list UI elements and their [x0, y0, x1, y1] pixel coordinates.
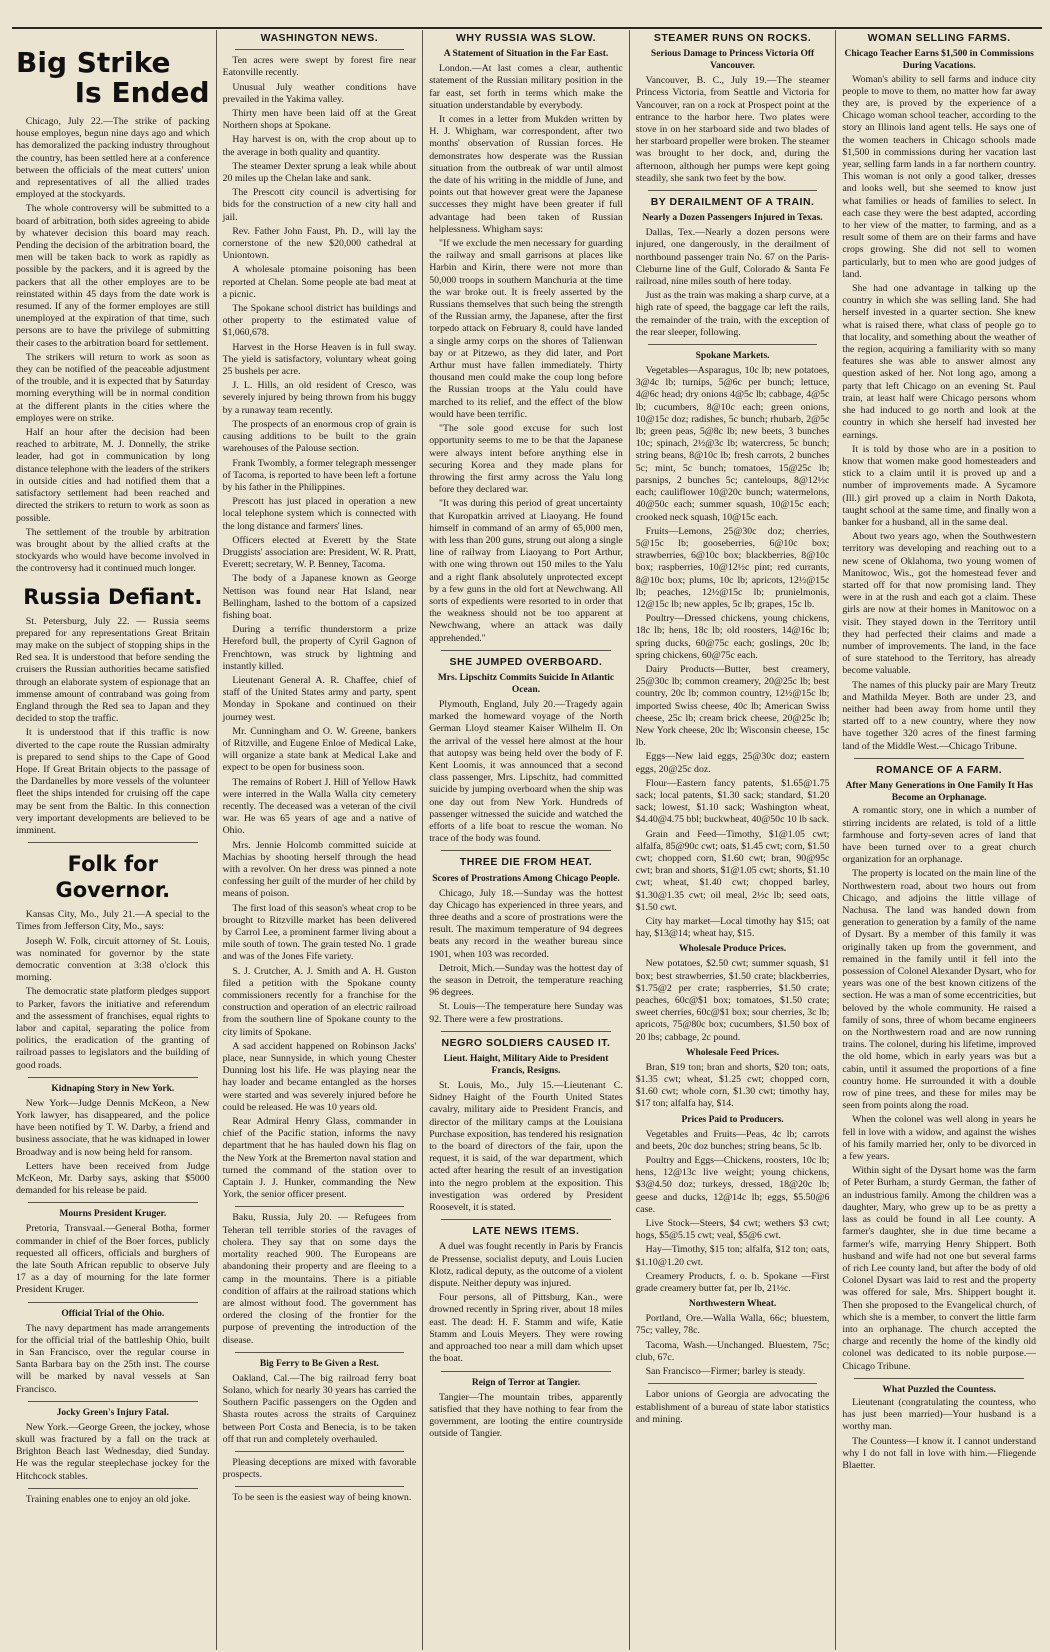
- article-paragraph: Lieutenant (congratulating the countess, who has just been married)—Your husband is a worthy man.: [842, 1396, 1036, 1433]
- article-paragraph: Training enables one to enjoy an old joke.: [25, 1493, 191, 1505]
- article-paragraph: The democratic state platform pledges support to Parker, favors the initiative and referendum and the assessment of franchises, equal rights to labor and capital, separating the police from politics, the eradication of the granting of railroad passes to legislators and the building of good roads.: [16, 986, 210, 1071]
- article-subheadline: Big Ferry to Be Given a Rest.: [259, 1358, 379, 1369]
- article-subheadline: Mourns President Kruger.: [59, 1209, 167, 1220]
- section-divider: [648, 190, 818, 191]
- article-paragraph: The Countess—I know it. I cannot understand why I do not fall in love with him.—Fliegende Blaetter.: [842, 1435, 1036, 1471]
- article-subheadline: Serious Damage to Princess Victoria Off Vancouver.: [650, 49, 815, 72]
- article-subheadline: What Puzzled the Countess.: [882, 1384, 996, 1395]
- article-paragraph: The remains of Robert J. Hill of Yellow Hawk were interred in the Walla Walla city cemetery recently. The deceased was a veteran of the civil war. He was 65 years of age and a native of Ohio.: [222, 776, 417, 837]
- article-headline: THREE DIE FROM HEAT.: [459, 856, 593, 869]
- section-divider: [648, 1383, 818, 1384]
- article-subheadline: After Many Generations in One Family It Has Become an Orphanage.: [845, 780, 1033, 804]
- article-paragraph: Unusual July weather conditions have prevailed in the Yakima valley.: [222, 81, 417, 105]
- section-divider: [235, 49, 405, 50]
- section-divider: [28, 1401, 198, 1402]
- article-paragraph: "It was during this period of great uncertainty that Kuropatkin arrived at Liaoyang. He found himself in command of an army of 65,000 men, with less than 200 guns, strung out along a single line of railway from Liaoyang to Port Arthur, with one wing thrown out 150 miles to the Yalu and a right flank absolutely unprotected except by a few guns in the old fort at Newchwang. All sorts of expedients were resorted to in order that the weakness should not be too apparent at Newchwang, where an attack was daily apprehended.": [429, 498, 623, 644]
- section-divider: [28, 1488, 198, 1489]
- article-subheadline: Scores of Prostrations Among Chicago People.: [432, 873, 620, 884]
- article-paragraph: Prescott has just placed in operation a new local telephone system which is connected with the long distance and farmers' lines.: [222, 496, 417, 532]
- article-paragraph: Rev. Father John Faust, Ph. D., will lay the cornerstone of the new $20,000 cathedral at Uniontown.: [222, 225, 417, 262]
- article-paragraph: Joseph W. Folk, circuit attorney of St. Louis, was nominated for governor by the state democratic convention at 3:38 o'clock this morning.: [16, 935, 210, 984]
- article-paragraph: About two years ago, when the Southwestern territory was developing and reaching out to a new scene of Oklahoma, two young women of Manitowoc, Wis., got the homestead fever and started off for that now promising land. They were in at the rush and each got a claim. These girls are now at their homes in Manitowoc on a visit. They stayed down in the Territory until they had perfected their claims and made a number of improvements. The land, in the face of sure statehood to the Territory, has already become valuable.: [842, 531, 1036, 677]
- article-paragraph: Pleasing deceptions are mixed with favorable prospects.: [222, 1456, 417, 1481]
- columns-container: [12, 30, 1042, 1650]
- article-subheadline: Northwestern Wheat.: [688, 1299, 777, 1310]
- article-subheadline: Lieut. Haight, Military Aide to President Francis, Resigns.: [443, 1054, 609, 1077]
- article-subheadline: Wholesale Produce Prices.: [678, 944, 787, 955]
- article-paragraph: Bran, $19 ton; bran and shorts, $20 ton; oats, $1.35 cwt; wheat, $1.25 cwt; chopped corn, $1.60 cwt; whole corn, $1.30 cwt; timothy hay, $17 ton; alfalfa hay, $14.: [635, 1061, 830, 1110]
- article-paragraph: J. L. Hills, an old resident of Cresco, was severely injured by being thrown from his buggy by a runaway team recently.: [222, 380, 417, 416]
- section-divider: [648, 344, 818, 345]
- article-paragraph: Pretoria, Transvaal.—General Botha, former commander in chief of the Boer forces, publicly requested all officers, officials and burghers of the late South African republic to observe July 17 as a day of mourning for the late former President Kruger.: [16, 1223, 210, 1296]
- section-divider: [28, 1302, 198, 1303]
- article-headline: SHE JUMPED OVERBOARD.: [449, 655, 603, 668]
- top-rule: [12, 27, 1042, 29]
- article-subheadline: Wholesale Feed Prices.: [686, 1047, 780, 1058]
- article-subheadline: Jocky Green's Injury Fatal.: [56, 1407, 169, 1418]
- article-paragraph: Mrs. Jennie Holcomb committed suicide at Machias by shooting herself through the head with a revolver. On her dress was pinned a note confessing her guilt of the murder of her child by means of poison.: [222, 839, 417, 900]
- article-paragraph: Dairy Products—Butter, best creamery, 25@30c lb; common creamery, 20@25c lb; best country, 20c lb; common country, 12½@15c lb; imported Swiss cheese, 40c lb; American Swiss cheese, 25c lb; cream brick cheese, 20@25c lb; New York cheese, 20c lb; Wisconsin cheese, 15c lb.: [635, 663, 830, 749]
- article-subheadline: Prices Paid to Producers.: [681, 1114, 784, 1125]
- article-paragraph: When the colonel was well along in years he fell in love with a widow, and against the wishes of his family married her, only to be divorced in a few years.: [842, 1114, 1036, 1163]
- article-paragraph: Portland, Ore.—Walla Walla, 66c; bluestem, 75c; valley, 78c.: [635, 1313, 830, 1337]
- article-paragraph: Tangier—The mountain tribes, apparently satisfied that they have nothing to fear from the government, are looting the entire countryside outside of Tangier.: [429, 1391, 623, 1440]
- section-divider: [235, 1206, 405, 1207]
- article-headline: WASHINGTON NEWS.: [260, 32, 379, 44]
- article-paragraph: Vegetables and Fruits—Peas, 4c lb; carrots and beets, 20c doz bunches; string beans, 5c lb.: [635, 1128, 830, 1152]
- article-paragraph: Half an hour after the decision had been reached to arbitrate, M. J. Donnelly, the strike leader, had got in communication by long distance telephone with the leaders of the strikers in outside cities and had notified them that a satisfactory settlement had been reached and directed the strikers to return to work as soon as possible.: [16, 427, 210, 524]
- section-divider: [441, 850, 611, 851]
- article-paragraph: New York.—George Green, the jockey, whose skull was fractured by a fall on the track at Brighton Beach last Wednesday, died Sunday. He was the regular steeplechase jockey for the Hitchcock stables.: [16, 1421, 210, 1482]
- article-subheadline: Official Trial of the Ohio.: [61, 1308, 165, 1319]
- article-subheadline: Reign of Terror at Tangier.: [471, 1377, 581, 1388]
- article-paragraph: Chicago, July 18.—Sunday was the hottest day Chicago has experienced in three years, and three deaths and a score of prostrations were the result. The maximum temperature of 94 degrees beats any record in the weather bureau since 1901, when 103 was recorded.: [429, 887, 623, 960]
- article-subheadline: Nearly a Dozen Passengers Injured in Texas.: [642, 213, 823, 224]
- section-divider: [441, 1371, 611, 1372]
- article-paragraph: Just as the train was making a sharp curve, at a high rate of speed, the baggage car left the rails, the remainder of the train, with the exception of the rear sleeper, following.: [635, 290, 830, 338]
- article-headline: WHY RUSSIA WAS SLOW.: [455, 32, 597, 44]
- article-subheadline: Spokane Markets.: [695, 351, 770, 362]
- article-paragraph: New potatoes, $2.50 cwt; summer squash, $1 box; best strawberries, $1.50 crate; blackberries, $1.75@2 per crate; raspberries, $1.50 crate; peaches, 60c@$1 box; tomatoes, $1.50 crate; sweet cherries, 60c@$1 box; sour cherries, 3c lb; apricots, 75@80c box; cucumbers, $1.50 box of 20 lbs; cabbage, 2c pound.: [635, 958, 830, 1043]
- section-divider: [28, 1202, 198, 1203]
- article-paragraph: The names of this plucky pair are Mary Treutz and Mathilda Meyer. Both are under 23, and neither had been away from home until they started off to a new country, where they now have together 320 acres of the finest farming land of the Middle West.—Chicago Tribune.: [842, 679, 1036, 752]
- article-paragraph: San Francisco—Firmer; barley is steady.: [645, 1366, 806, 1378]
- article-paragraph: Harvest in the Horse Heaven is in full sway. The yield is satisfactory, voluntary wheat going 25 bushels per acre.: [222, 341, 417, 378]
- article-headline: ROMANCE OF A FARM.: [876, 763, 1003, 776]
- article-paragraph: Frank Twombly, a former telegraph messenger of Tacoma, is reported to have been left a fortune by his father in the Philippines.: [222, 457, 417, 493]
- article-paragraph: Baku, Russia, July 20. — Refugees from Teheran tell terrible stories of the ravages of cholera. They say that on some days the mortality reached 900. The Europeans are abandoning their property and are fleeing to a camp in the mountains. There is a pitiable condition of affairs at the railroad stations which are almost without food. The government has ordered the closing of the frontier for the purpose of preventing the introduction of the disease.: [222, 1212, 417, 1346]
- article-paragraph: London.—At last comes a clear, authentic statement of the Russian military position in the far east, set forth in terms which make the situation understandable by everybody.: [429, 63, 623, 111]
- article-paragraph: Detroit, Mich.—Sunday was the hottest day of the season in Detroit, the temperature reaching 96 degrees.: [429, 962, 623, 999]
- article-paragraph: The settlement of the trouble by arbitration was brought about by the allied crafts at the stockyards who would have become involved in the controversy had it continued much longer.: [16, 526, 210, 575]
- article-paragraph: Eggs—New laid eggs, 25@30c doz; eastern eggs, 20@25c doz.: [635, 751, 830, 775]
- article-paragraph: Creamery Products, f. o. b. Spokane —First grade creamery butter fat, per lb, 21½c.: [635, 1270, 830, 1295]
- column-5: [835, 30, 1042, 1650]
- article-paragraph: Grain and Feed—Timothy, $1@1.05 cwt; alfalfa, 85@90c cwt; oats, $1.45 cwt; corn, $1.50 cwt; chopped corn, $1.60 cwt; bran, 90@95c cwt; bran and shorts, $1@1.05 cwt; shorts, $1.10 cwt; wheat, $1.40 cwt; chopped barley, $1.30@1.35 cwt; oil meal, 2½c lb; seed oats, $1.50 cwt.: [635, 828, 830, 913]
- section-divider: [441, 1031, 611, 1032]
- article-headline: STEAMER RUNS ON ROCKS.: [653, 32, 812, 44]
- column-2: [216, 30, 423, 1650]
- article-headline: BY DERAILMENT OF A TRAIN.: [650, 196, 815, 209]
- article-paragraph: Vegetables—Asparagus, 10c lb; new potatoes, 3@4c lb; turnips, 5@6c per bunch; lettuce, 4@6c head; dry onions 4@5c lb; cabbage, 4@5c lb; cucumbers, 8@10c each; green onions, 10@15c doz; radishes, 5c bunch; rhubarb, 2@5c lb; green peas, 5@8c lb; new beets, 3 bunches 10c; spinach, 2½@3c lb; watercress, 5c bunch; string beans, 8@10c lb; fresh carrots, 2 bunches 5c; mint, 5c bunch; tomatoes, 15@25c lb; parsnips, 2 bunches 5c; canteloups, 8@12½c each; cauliflower 10@20c bunch; watermelons, 40@50c each; summer squash, 10@15c each; crooked neck squash, 10@15c each.: [635, 365, 830, 523]
- article-paragraph: The Prescott city council is advertising for bids for the construction of a new city hall and jail.: [222, 187, 417, 223]
- column-1: [12, 30, 216, 1650]
- article-paragraph: Labor unions of Georgia are advocating the establishment of a bureau of state labor statistics and mining.: [635, 1389, 830, 1425]
- article-paragraph: Four persons, all of Pittsburg, Kan., were drowned recently in Spring river, about 18 miles east. The dead: H. F. Stamm and wife, Katie Stamm and Louis Meyers. They were rowing and approached too near a mill dam which upset the boat.: [429, 1292, 623, 1365]
- article-paragraph: Tacoma, Wash.—Unchanged. Bluestem, 75c; club, 67c.: [635, 1339, 830, 1363]
- article-paragraph: A duel was fought recently in Paris by Francis de Pressense, socialist deputy, and Louis Lucien Klotz, radical deputy, as the outcome of a violent dispute. Neither deputy was injured.: [429, 1241, 623, 1290]
- article-paragraph: Poultry and Eggs—Chickens, roosters, 10c lb; hens, 12@13c live weight; young chickens, $3@4.50 doz; turkeys, dressed, 18@20c lb; geese and ducks, 12@14c lb; eggs, $5.50@6 case.: [635, 1155, 830, 1215]
- article-paragraph: Mr. Cunningham and O. W. Greene, bankers of Ritzville, and Eugene Enloe of Medical Lake, will organize a state bank at Medical Lake and expect to be open for business soon.: [222, 725, 417, 774]
- article-paragraph: Letters have been received from Judge McKeon, Mr. Darby says, asking that $5000 demanded for his release be paid.: [16, 1160, 210, 1197]
- article-paragraph: Woman's ability to sell farms and induce city people to move to them, no matter how far away they are, is proved by the experience of a Chicago woman school teacher, according to the story an Illinois land agent tells. He says one of the women teachers in Chicago schools made $1,500 in commissions during her vacation last year, selling farm lands in a far northern country. This woman is not only a good talker, dresses and looks well, but she seemed to know just what families or heads of families to select. In each case they were the best adapted, according to her view of the matter, to farming, and as a result some of them are on their farms and have crops growing. She did not sell to women particularly, but to men who are good judges of land.: [842, 73, 1036, 280]
- section-divider: [854, 758, 1024, 759]
- article-paragraph: St. Louis—The temperature here Sunday was 92. There were a few prostrations.: [429, 1001, 623, 1025]
- article-paragraph: Live Stock—Steers, $4 cwt; wethers $3 cwt; hogs, $5@5.15 cwt; veal, $5@6 cwt.: [635, 1218, 830, 1242]
- article-paragraph: "The sole good excuse for such lost opportunity seems to me to be that the Japanese were always intent before anything else in securing Korea and they made plans for throwing the first army across the Yalu long before they declared war.: [429, 423, 623, 496]
- article-paragraph: The strikers will return to work as soon as they can be notified of the peaceable adjustment of the trouble, and it is expected that by Saturday morning everything will be in normal condition at the different plants in the cities where the employes were on strike.: [16, 351, 210, 424]
- section-divider: [854, 1378, 1024, 1379]
- display-headline: Russia Defiant.: [23, 584, 203, 609]
- article-headline: NEGRO SOLDIERS CAUSED IT.: [441, 1036, 611, 1049]
- article-headline: LATE NEWS ITEMS.: [472, 1225, 580, 1238]
- section-divider: [235, 1451, 405, 1452]
- article-headline: WOMAN SELLING FARMS.: [867, 32, 1011, 44]
- article-paragraph: The first load of this season's wheat crop to be brought to Ritzville market has been delivered by Carrol Lee, a prominent farmer living about a mile south of town. The grain tested No. 1 grade and was of the Jones Fife variety.: [222, 902, 417, 963]
- column-3: [422, 30, 629, 1650]
- article-paragraph: Ten acres were swept by forest fire near Eatonville recently.: [222, 55, 417, 79]
- article-paragraph: Hay harvest is on, with the crop about up to the average in both quality and quantity.: [222, 134, 417, 158]
- display-headline: Is Ended: [74, 76, 210, 109]
- article-paragraph: Rear Admiral Henry Glass, commander in chief of the Pacific station, informs the navy department that he has hauled down his flag on the New York at the Bremerton naval station and turned the command of the station over to Captain J. J. Hunker, commanding the New York, the senior officer present.: [222, 1116, 417, 1201]
- article-paragraph: The navy department has made arrangements for the official trial of the battleship Ohio, built in San Francisco, over the regular course in Santa Barbara bay on the 25th inst. The course will be marked by naval vessels at San Francisco.: [16, 1322, 210, 1395]
- article-subheadline: Chicago Teacher Earns $1,500 in Commissions During Vacations.: [844, 49, 1034, 72]
- article-paragraph: City hay market—Local timothy hay $15; oat hay, $13@14; wheat hay, $15.: [635, 916, 830, 940]
- article-paragraph: It comes in a letter from Mukden written by H. J. Whigham, war correspondent, after two months' observation of Russian forces. He demonstrates how desperate was the Russian situation from the outbreak of war until almost the date of his writing in the middle of June, and points out that however great were the Japanese successes they might have been greater if full advantage had been taken of Russian helplessness. Whigham says:: [429, 114, 623, 235]
- article-paragraph: The body of a Japanese known as George Nettison was found near Hat Island, near Bellingham, lashed to the bottom of a capsized fishing boat.: [222, 573, 417, 621]
- article-paragraph: Hay—Timothy, $15 ton; alfalfa, $12 ton; oats, $1.10@1.20 cwt.: [635, 1244, 830, 1268]
- article-paragraph: During a terrific thunderstorm a prize Hereford bull, the property of Cyril Gagnon of Frenchtown, was struck by lightning and instantly killed.: [222, 624, 417, 672]
- article-paragraph: Officers elected at Everett by the State Druggists' association are: President, W. R. Pratt, Everett; secretary, W. P. Benney, Tacoma.: [222, 534, 417, 571]
- column-4: [629, 30, 836, 1650]
- section-divider: [441, 650, 611, 651]
- article-paragraph: Oakland, Cal.—The big railroad ferry boat Solano, which for nearly 30 years has carried the Southern Pacific passengers on the Ogden and Shasta routes across the straits of Carquinez between Port Costa and Benecia, is to be taken off that run and completely overhauled.: [222, 1372, 417, 1445]
- article-paragraph: Kansas City, Mo., July 21.—A special to the Times from Jefferson City, Mo., says:: [16, 909, 210, 933]
- article-paragraph: "If we exclude the men necessary for guarding the railway and small garrisons at places like Harbin and Kirin, there were not more than 50,000 troops in southern Manchuria at the time the war broke out. It is freely asserted by the Russians themselves that such being the strength of the Russian army, the Japanese, after the first torpedo attack on February 8, could have landed a single army corps on the shores of Talienwan bay or at Pitzewo, as they did later, and Port Arthur must have fallen immediately. Thirty thousand men could make the coup long before the Russian troops at the Yalu could have marched to its relief, and the effect of the blow would have been terrific.: [429, 238, 623, 420]
- article-paragraph: St. Petersburg, July 22. — Russia seems prepared for any representations Great Britain may make on the subject of stopping ships in the Red sea. It is understood that before sending the cruisers the Russian authorities became satisfied through an elaborate system of espionage that an immense amount of contraband was going from England through the Red sea to Japan and they decided to stop the traffic.: [16, 615, 210, 725]
- article-paragraph: Flour—Eastern fancy patents, $1.65@1.75 sack; local patents, $1.30 sack; standard, $1.20 sack; lowest, $1.10 sack; Washington wheat, $4.40@4.75 bbl; buckwheat, 40@50c 10 lb sack.: [635, 777, 830, 826]
- article-paragraph: Thirty men have been laid off at the Great Northern shops at Spokane.: [222, 108, 417, 132]
- article-paragraph: The whole controversy will be submitted to a board of arbitration, both sides agreeing to abide by whatever decision this board may reach. Pending the decision of the arbitration board, the men will be taken back to work as rapidly as possible by the packers, and it is agreed by the packers that all the other employes are to be reinstated within 45 days from the date work is resumed. If any of the former employes are still unemployed at the expiration of that time, such persons are to have the privilege of submitting their cases to the arbitration board for settlement.: [16, 203, 210, 349]
- section-divider: [28, 842, 198, 843]
- article-paragraph: It is told by those who are in a position to know that women make good homesteaders and stick to a claim until it is proved up and a number of improvements made. A Sycamore (Ill.) girl proved up a claim in North Dakota, taught school at the same time, and finally won a banker for a husband, all in the same deal.: [842, 443, 1036, 528]
- article-paragraph: Plymouth, England, July 20.—Tragedy again marked the homeward voyage of the North German Lloyd steamer Kaiser Wilhelm II. On the arrival of the vessel here almost at the hour that autopsy was being held over the body of F. Kent Loomis, it was announced that a second class passenger, Mrs. Lipschitz, had committed suicide by jumping overboard when the ship was one day out from New York. Hundreds of passenger witnessed the suicide and watched the efforts of a life boat to rescue the woman. No trace of the body was found.: [429, 698, 623, 845]
- article-paragraph: She had one advantage in talking up the country in which she was selling land. She had herself invested in a quarter section. She knew what is raised there, what class of people go to that locality, and something about the weather of the region, acquiring a familiarity with so many features she was able to answer almost any question asked of her. Not long ago, among a party that left Chicago on an evening St. Paul train, at least half were Chicago persons whom she had induced to go north and look at the country in which she herself had invested her earnings.: [842, 283, 1036, 441]
- article-paragraph: A wholesale ptomaine poisoning has been reported at Chelan. Some people ate bad meat at a picnic.: [222, 264, 417, 300]
- display-headline: Folk for Governor.: [55, 852, 171, 903]
- article-paragraph: New York—Judge Dennis McKeon, a New York lawyer, has disappeared, and the police have been notified by T. W. Darby, a friend and business associate, that he was kidnaped in lower Broadway and is now being held for ransom.: [16, 1097, 210, 1158]
- article-subheadline: Mrs. Lipschitz Commits Suicide In Atlantic Ocean.: [437, 672, 615, 695]
- display-headline: Big Strike: [16, 46, 171, 79]
- article-subheadline: Kidnaping Story in New York.: [51, 1083, 175, 1094]
- article-paragraph: Lieutenant General A. R. Chaffee, chief of staff of the United States army and party, spent Monday in Spokane and continued on their journey west.: [222, 674, 417, 723]
- article-paragraph: Within sight of the Dysart home was the farm of Peter Burham, a sturdy German, the father of an industrious family. Among the children was a daughter, Mary, who grew up to be as pretty a lass as could be found in all Lee county. A farmer's daughter, she in due time became a farmer's wife, marrying Henry Shippert. Both husband and wife had not one but several farms of rich Lee county land, but after the body of old Colonel Dysart was laid to rest and the property was offered for sale, Mrs. Shippert bought it. Then she proposed to the Evangelical church, of which she is a member, to convert the little farm into an orphanage. The church accepted the charge and recently the home of the kindly old colonel was dedicated to its noble purpose.—Chicago Tribune.: [842, 1165, 1036, 1372]
- article-paragraph: The prospects of an enormous crop of grain is causing additions to be built to the grain warehouses of the Palouse section.: [222, 418, 417, 455]
- section-divider: [441, 1219, 611, 1220]
- article-paragraph: Vancouver, B. C., July 19.—The steamer Princess Victoria, from Seattle and Victoria for Vancouver, ran on a rock at Prospect point at the entrance to the harbor here. Two plates were stove in on her starboard side and two blades of her starboard propeller were broken. The steamer was brought to her dock, and, during the afternoon, although her pumps were kept going steadily, she sank two feet by the bow.: [635, 75, 830, 184]
- article-paragraph: Dallas, Tex.—Nearly a dozen persons were injured, one dangerously, in the derailment of northbound passenger train No. 67 on the Paris-Cleburne line of the Gulf, Colorado & Santa Fe railroad, nine miles south of here today.: [635, 227, 830, 288]
- article-paragraph: It is understood that if this traffic is now diverted to the cape route the Russian admiralty is prepared to send ships to the Cape of Good Hope. If Great Britain objects to the passage of the Dardanelles by more vessels of the volunteer fleet the ships intended for cruising off the cape may be sent from the Baltic. In this connection very important developments are believed to be imminent.: [16, 727, 210, 836]
- article-paragraph: A romantic story, one in which a number of stirring incidents are related, is told of a little farmhouse and forty-seven acres of land that have been turned over to a great church organization for an orphanage.: [842, 805, 1036, 866]
- article-paragraph: The property is located on the main line of the Northwestern road, about two hours out from Chicago, and adjoins the little village of Nachusa. The land was handed down from generation to generation by a family of the name of Dysart. By a member of this family it was originally taken up from the government, and remained in the family until it fell into the possession of Colonel Alexander Dysart, who for years was one of the best known citizens of the section. He was a man of some eccentricities, but beloved by the whole community. He raised a family of sons, three of whom became engineers on the Northwestern road and are now running trains. The colonel, during his lifetime, improved the old home, which in early years was but a cabin, until it assumed the proportions of a fine country home. He surrounded it with a double row of pine trees, and these for miles may be seen from points along the road.: [842, 868, 1036, 1112]
- section-divider: [235, 1486, 405, 1487]
- article-paragraph: Chicago, July 22.—The strike of packing house employes, begun nine days ago and which has demoralized the packing industry throughout the country, has been settled here at a conference between the officials of the meat cutters' union and representatives of all the allied trades employed at the stockyards.: [16, 116, 210, 201]
- article-paragraph: Poultry—Dressed chickens, young chickens, 18c lb; hens, 18c lb; old roosters, 14@16c lb; spring ducks, 60@75c each; goslings, 20c lb; spring chickens, 60@75c each.: [635, 613, 830, 661]
- article-paragraph: The steamer Dexter sprung a leak while about 20 miles up the Chelan lake and sank.: [222, 160, 417, 185]
- article-paragraph: To be seen is the easiest way of being known.: [232, 1492, 412, 1504]
- article-paragraph: S. J. Crutcher, A. J. Smith and A. H. Guston filed a petition with the Spokane county commissioners recently for a franchise for the construction and operation of an electric railroad from the southern line of Spokane county to the city limits of Spokane.: [222, 965, 417, 1038]
- section-divider: [28, 1077, 198, 1078]
- article-paragraph: St. Louis, Mo., July 15.—Lieutenant C. Sidney Haight of the Fourth United States cavalry, military aide to President Francis, and director of the military camps at the Louisiana Purchase exposition, has tendered his resignation to the board of directors of the fair, upon the request, it is said, of the war department, which acted after hearing the result of an investigation into the negro problem at the exposition. This investigation was ordered by President Roosevelt, it is stated.: [429, 1080, 623, 1214]
- article-subheadline: A Statement of Situation in the Far East.: [443, 49, 609, 60]
- article-paragraph: The Spokane school district has buildings and other property to the estimated value of $1,060,678.: [222, 303, 417, 339]
- section-divider: [235, 1352, 405, 1353]
- article-paragraph: A sad accident happened on Robinson Jacks' place, near Sunnyside, in which young Chester Dunning lost his life. He was playing near the hay loader and became entangled as the horses were started and was severely injured before he could be released. He was 10 years old.: [222, 1040, 417, 1113]
- article-paragraph: Fruits—Lemons, 25@30c doz; cherries, 5@15c lb; gooseberries, 6@10c box; strawberries, 6@10c box; blackberries, 8@10c box; raspberries, 10@12½c pint; red currants, 8@10c box; plums, 10c lb; apricots, 12½@15c lb; peaches, 12½@15c lb; prunielmonis, 12@15c lb; new apples, 5c lb; grapes, 15c lb.: [635, 525, 830, 610]
